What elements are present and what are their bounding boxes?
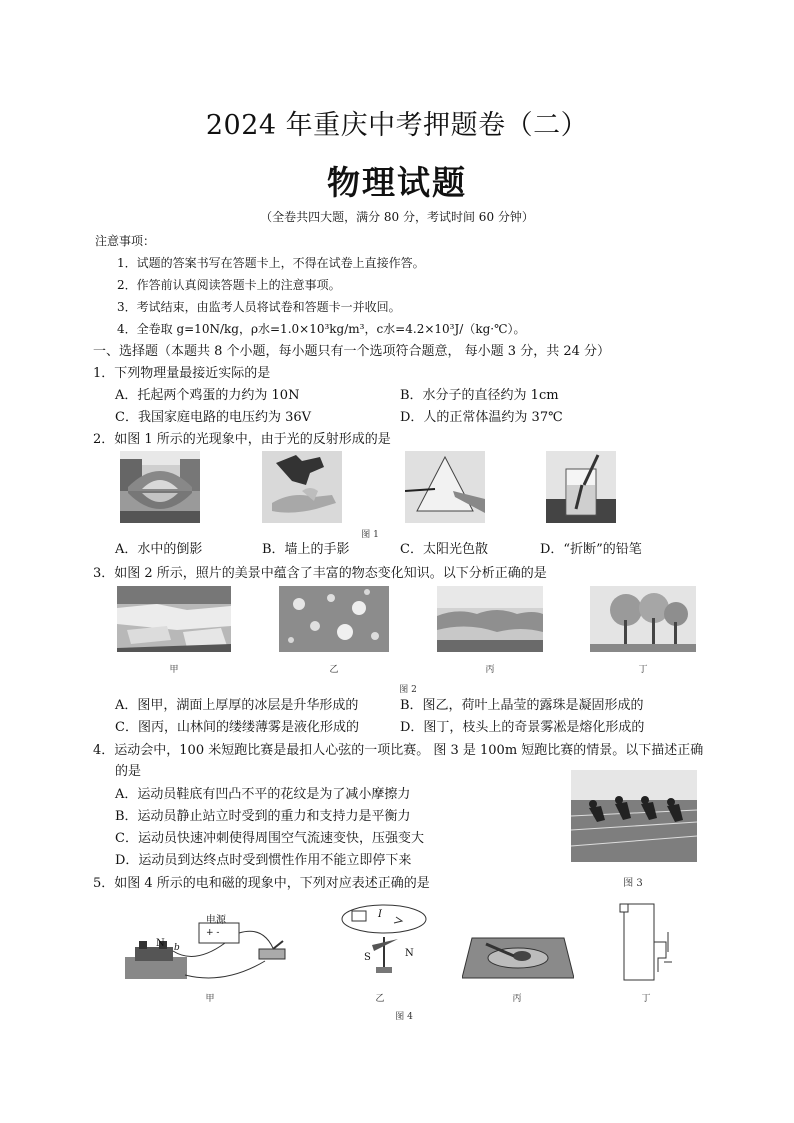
section-heading: 一、选择题（本题共 8 个小题，每小题只有一个选项符合题意， 每小题 3 分，共 24 分） — [93, 344, 611, 359]
option-a: A．图甲，湖面上厚厚的冰层是升华形成的 — [115, 698, 359, 713]
question-stem-continued: 的是 — [115, 764, 142, 779]
photo-label: 甲 — [169, 665, 179, 675]
current-i-label: I — [378, 909, 382, 920]
figure-label: 丙 — [512, 994, 522, 1004]
compass-s-label: S — [364, 952, 371, 963]
figure-caption: 图 3 — [623, 878, 643, 889]
option-d: D．图丁，枝头上的奇景雾凇是熔化形成的 — [400, 720, 645, 735]
option-c: C．我国家庭电路的电压约为 36V — [115, 410, 312, 425]
option-c: C．运动员快速冲刺使得周围空气流速变快，压强变大 — [115, 831, 424, 846]
option-d: D．人的正常体温约为 37℃ — [400, 410, 563, 425]
figure-caption: 图 1 — [361, 530, 379, 540]
oersted-compass-diagram — [338, 897, 430, 975]
notice-item: 1．试题的答案书写在答题卡上，不得在试卷上直接作答。 — [117, 256, 425, 270]
figure-label: 乙 — [375, 994, 385, 1004]
lotus-dew-photo — [279, 586, 389, 652]
question-stem: 4．运动会中，100 米短跑比赛是最扣人心弦的一项比赛。 图 3 是 100m 短跑比赛的情景。以下描述正确 — [93, 743, 704, 758]
power-supply-label: 电源 — [206, 915, 226, 926]
question-stem: 1．下列物理量最接近实际的是 — [93, 366, 271, 381]
option-b: B．水分子的直径约为 1cm — [400, 388, 559, 403]
photo-label: 丙 — [485, 665, 495, 675]
point-b-label: b — [174, 943, 180, 953]
option-b: B．运动员静止站立时受到的重力和支持力是平衡力 — [115, 809, 411, 824]
option-b: B．墙上的手影 — [262, 542, 350, 557]
option-d: D．“折断”的铅笔 — [540, 542, 642, 557]
figure-label: 丁 — [641, 994, 651, 1004]
sinan-compass-diagram — [462, 934, 574, 980]
prism-dispersion-photo — [405, 451, 485, 523]
notice-item: 3．考试结束，由监考人员将试卷和答题卡一并收回。 — [117, 300, 401, 314]
compass-n-label: N — [405, 948, 414, 959]
figure-caption: 图 2 — [399, 685, 417, 695]
option-b: B．图乙，荷叶上晶莹的露珠是凝固形成的 — [400, 698, 644, 713]
option-a: A．托起两个鸡蛋的力约为 10N — [115, 388, 300, 403]
hand-shadow-photo — [262, 451, 342, 523]
magnet-n-label: N — [156, 938, 165, 949]
notices-heading: 注意事项： — [95, 234, 156, 248]
figure-caption: 图 4 — [395, 1012, 413, 1022]
bridge-reflection-photo — [120, 451, 200, 523]
notice-item: 2．作答前认真阅读答题卡上的注意事项。 — [117, 278, 341, 292]
bent-pencil-photo — [546, 451, 616, 523]
exam-subject: 物理试题 — [327, 163, 467, 202]
figure-label: 甲 — [205, 994, 215, 1004]
notice-item: 4．全卷取 g=10N/kg，ρ水=1.0×10³kg/m³，c水=4.2×10³J/（kg·℃）。 — [117, 322, 526, 336]
question-stem: 2．如图 1 所示的光现象中，由于光的反射形成的是 — [93, 432, 391, 447]
question-stem: 5．如图 4 所示的电和磁的现象中，下列对应表述正确的是 — [93, 876, 430, 891]
option-c: C．太阳光色散 — [400, 542, 488, 557]
exam-title: 2024 年重庆中考押题卷（二） — [205, 110, 589, 141]
terminal-signs: + - — [206, 928, 220, 938]
option-d: D．运动员到达终点时受到惯性作用不能立即停下来 — [115, 853, 412, 868]
ice-lake-photo — [117, 586, 231, 652]
exam-note: （全卷共四大题，满分 80 分，考试时间 60 分钟） — [260, 210, 534, 224]
option-a: A．运动员鞋底有凹凸不平的花纹是为了减小摩擦力 — [115, 787, 411, 802]
option-c: C．图丙，山林间的缕缕薄雾是液化形成的 — [115, 720, 359, 735]
rime-tree-photo — [590, 586, 696, 652]
photo-label: 丁 — [638, 665, 648, 675]
mist-forest-photo — [437, 586, 543, 652]
option-a: A．水中的倒影 — [115, 542, 203, 557]
appliance-grounding-diagram — [610, 902, 682, 982]
sprint-race-photo — [571, 770, 697, 862]
question-stem: 3．如图 2 所示，照片的美景中蕴含了丰富的物态变化知识。以下分析正确的是 — [93, 566, 547, 581]
photo-label: 乙 — [329, 665, 339, 675]
